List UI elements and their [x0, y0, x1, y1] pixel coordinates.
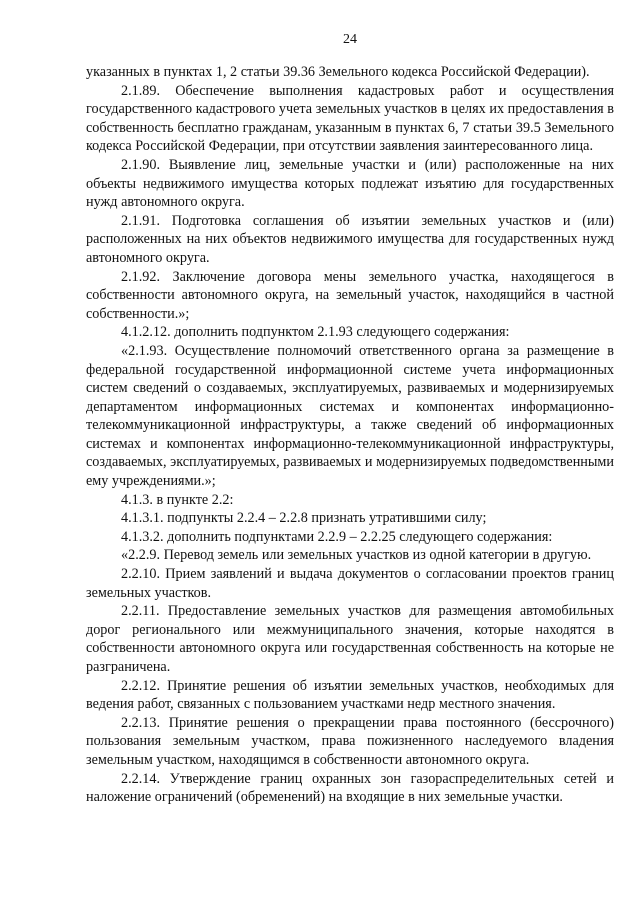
page-number: 24 [343, 32, 357, 47]
paragraph: указанных в пунктах 1, 2 статьи 39.36 Земельного кодекса Российской Федерации). [86, 64, 590, 80]
paragraph: 2.2.10. Прием заявлений и выдача документов о согласовании проектов границ земельных участков. [86, 566, 614, 601]
paragraph: 4.1.3.1. подпункты 2.2.4 – 2.2.8 признать утратившими силу; [121, 510, 487, 527]
paragraph: 4.1.3.2. дополнить подпунктами 2.2.9 – 2.2.25 следующего содержания: [121, 528, 553, 545]
paragraph: 4.1.2.12. дополнить подпунктом 2.1.93 следующего содержания: [121, 324, 510, 341]
paragraph: 2.1.91. Подготовка соглашения об изъятии земельных участков и (или) расположенных на них объектов недвижимого имущества для государственных нужд автономного округа. [86, 212, 614, 266]
document-body [86, 63, 614, 807]
paragraph: 2.1.89. Обеспечение выполнения кадастровых работ и осуществления государственного кадастрового учета земельных участков в целях их предоставления в собственность бесплатно гражданам, указанным в пунктах 6, 7 статьи 39.5 Земельного кодекса Российской Федерации, при отсутствии заявления заинтересованного лица. [86, 82, 614, 155]
paragraph: 2.1.90. Выявление лиц, земельные участки и (или) расположенные на них объекты недвижимого имущества которых подлежат изъятию для государственных нужд автономного округа. [86, 156, 614, 211]
paragraph: 2.2.11. Предоставление земельных участков для размещения автомобильных дорог регионального или межмуниципального значения, которые находятся в собственности автономного округа или государственная собственность на которые не разграничена. [86, 603, 614, 675]
paragraph: 4.1.3. в пункте 2.2: [121, 491, 234, 508]
paragraph: 2.2.12. Принятие решения об изъятии земельных участков, необходимых для ведения работ, связанных с пользованием участками недр местного значения. [86, 677, 614, 713]
paragraph: 2.2.14. Утверждение границ охранных зон газораспределительных сетей и наложение ограничений (обременений) на входящие в них земельные участки. [86, 770, 614, 806]
paragraph: «2.1.93. Осуществление полномочий ответственного органа за размещение в федеральной государственной информационной системе учета информационных систем сведений о создаваемых, эксплуатируемых, развиваемых и модернизируемых департаментом информационных системах и компонентах информационно-телекоммуникационной инфраструктуры, а также сведений об информационных системах и компонентах информационно-телекоммуникационной инфраструктуры, создаваемых, эксплуатируемых, развиваемых и модернизируемых подведомственными ему учреждениями.»; [86, 342, 614, 490]
paragraph: 2.2.13. Принятие решения о прекращении права постоянного (бессрочного) пользования земельным участком, права пожизненного наследуемого владения земельным участком, находящимся в собственности автономного округа. [86, 714, 614, 768]
paragraph: 2.1.92. Заключение договора мены земельного участка, находящегося в собственности автономного округа, на земельный участок, находящийся в частной собственности.»; [86, 268, 614, 322]
paragraph: «2.2.9. Перевод земель или земельных участков из одной категории в другую. [121, 547, 592, 564]
